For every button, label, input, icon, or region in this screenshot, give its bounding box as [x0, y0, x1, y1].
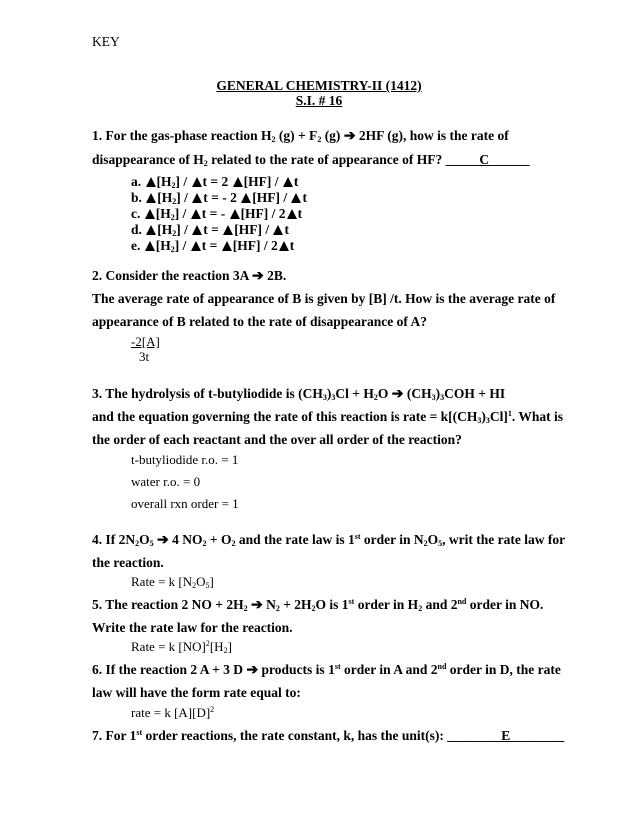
q2-line-2: The average rate of appearance of B is given by [B] /t. How is the average rate of: [92, 291, 556, 306]
delta-icon: [230, 209, 240, 219]
q3-line-3: the order of each reactant and the over all order of the reaction?: [92, 432, 462, 447]
q2-answer-numerator: -2[A]: [131, 334, 160, 349]
q7-line-1: 7. For 1st order reactions, the rate constant, k, has the unit(s): ________E________: [92, 728, 565, 743]
delta-icon: [291, 193, 301, 203]
arrow-icon: ➔: [157, 533, 169, 548]
delta-icon: [192, 193, 202, 203]
delta-icon: [146, 225, 156, 235]
course-title: GENERAL CHEMISTRY-II (1412): [216, 78, 422, 93]
q2-answer-denominator: 3t: [139, 349, 150, 364]
q7-answer: E: [501, 728, 511, 743]
q1-option-d: d. $[H_2] / t = [HF] / t$: [131, 222, 289, 238]
delta-icon: [222, 241, 232, 251]
delta-icon: [191, 241, 201, 251]
q6-line-2: law will have the form rate equal to:: [92, 685, 301, 700]
q1-option-a: a. $[H_2] / t = 2$ [HF] / t: [131, 174, 299, 190]
delta-icon: [223, 225, 233, 235]
q3-answer-1: t-butyliodide r.o. = 1: [131, 452, 239, 467]
q1-option-c: c. $[H_2]$ / t = - [HF] / 2 t: [131, 206, 303, 222]
delta-icon: [146, 177, 156, 187]
delta-icon: [233, 177, 243, 187]
arrow-icon: ➔: [252, 269, 264, 284]
delta-icon: [283, 177, 293, 187]
delta-icon: [146, 193, 156, 203]
delta-icon: [145, 209, 155, 219]
delta-icon: [191, 209, 201, 219]
delta-icon: [279, 241, 289, 251]
arrow-icon: ➔: [250, 598, 263, 613]
q1-option-b: b. $[H_2]$ / t = - 2 [HF] / t: [131, 190, 307, 206]
q5-line-1: 5. The reaction 2 NO + $2H_2$ ➔ $N_2 + 2H_2O$ is 1st order in $H_2$ and 2nd order in NO.: [92, 597, 544, 613]
q1-line-2: disappearance of $H_2$ related to the rate of appearance of HF? _____C______: [92, 152, 530, 168]
q6-line-1: 6. If the reaction 2 A + 3 D ➔ products is 1st order in A and 2nd order in D, the rate: [92, 662, 561, 678]
delta-icon: [192, 177, 202, 187]
q2-line-3: appearance of B related to the rate of disappearance of A?: [92, 314, 427, 329]
q5-answer: Rate = k $[NO]^2[H_2]$: [131, 639, 232, 655]
delta-icon: [273, 225, 283, 235]
q1-line-1: 1. For the gas-phase reaction $H_2$ $(g) + F_2$ (g) ➔ 2HF (g), how is the rate of: [92, 128, 509, 144]
arrow-icon: ➔: [343, 129, 356, 144]
q2-line-1: 2. Consider the reaction 3A ➔ 2B.: [92, 268, 287, 284]
delta-icon: [287, 209, 297, 219]
delta-icon: [192, 225, 202, 235]
arrow-icon: ➔: [391, 387, 404, 402]
q1-option-e: e. $[H_2] / t = [HF] / 2$ t: [131, 238, 295, 254]
q6-answer: rate = k $[A][D]^2$: [131, 705, 215, 720]
q5-line-2: Write the rate law for the reaction.: [92, 620, 293, 635]
q4-line-2: the reaction.: [92, 555, 164, 570]
q3-answer-2: water r.o. = 0: [131, 474, 201, 489]
delta-icon: [241, 193, 251, 203]
key-label: KEY: [92, 34, 120, 49]
q1-answer: C: [479, 152, 490, 167]
session-number: S.I. # 16: [295, 93, 343, 108]
q4-answer: Rate = k $[N_2O_5]$: [131, 574, 214, 590]
delta-icon: [145, 241, 155, 251]
arrow-icon: ➔: [246, 663, 259, 678]
q3-line-1: 3. The hydrolysis of t-butyliodide is $(CH_3)_3Cl + H_2O$ ➔ $(CH_3)_3COH$ + HI: [92, 386, 506, 402]
q3-answer-3: overall rxn order = 1: [131, 496, 239, 511]
q4-line-1: 4. If $2N_2O_5$ ➔ 4 $NO_2 + O_2$ and the rate law is 1st order in $N_2O_5$, writ the rate law for: [92, 532, 566, 548]
q3-line-2: and the equation governing the rate of this reaction is rate = $k[(CH_3)_3Cl]^1$. What is: [92, 409, 564, 425]
